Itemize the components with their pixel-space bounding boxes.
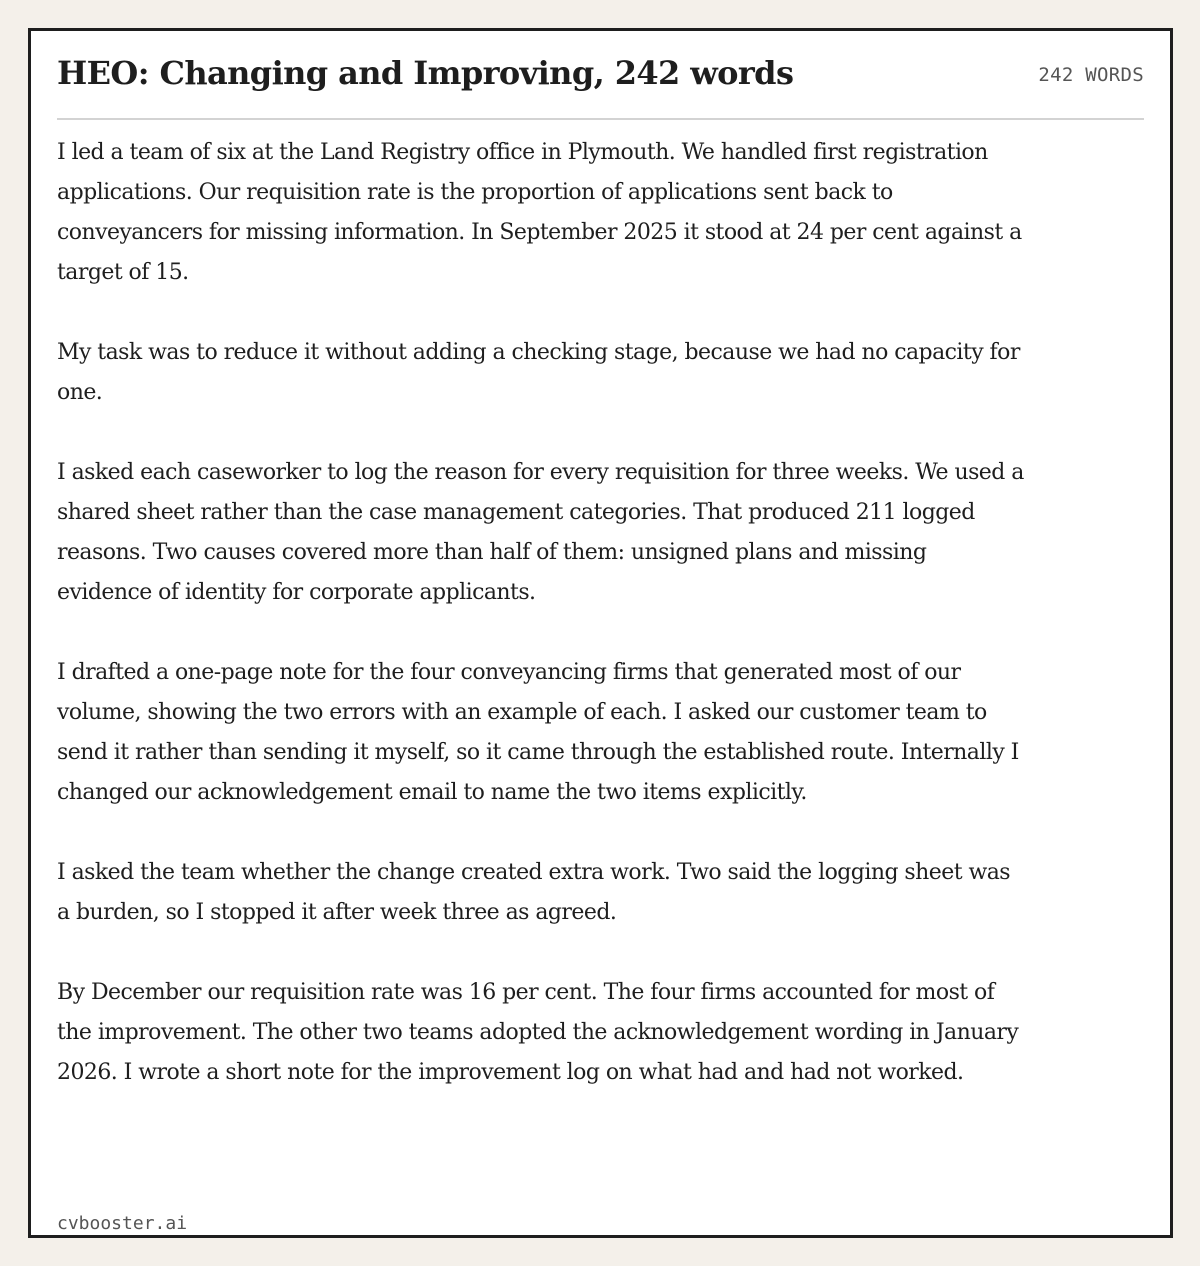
answer-paragraph-analysis: I asked each caseworker to log the reason for every requisition for three weeks. We used a shared sheet rather than the case management categories. That produced 211 logged reasons. Two causes covered more than half of them: unsigned plans and missing evidence of identity for corporate applicants. bbox=[57, 460, 1024, 605]
answer-paragraph-feedback: I asked the team whether the change created extra work. Two said the logging sheet was a burden, so I stopped it after week three as agreed. bbox=[57, 860, 1011, 925]
answer-paragraph-result: By December our requisition rate was 16 per cent. The four firms accounted for most of the improvement. The other two teams adopted the acknowledgement wording in January 2026. I wrote a short note for the improvement log on what had and had not worked. bbox=[57, 980, 1019, 1085]
footer-brand: cvbooster.ai bbox=[57, 1213, 188, 1234]
card-header bbox=[57, 31, 1144, 120]
answer-body bbox=[57, 133, 1027, 1093]
word-count-label: 242 WORDS bbox=[1038, 64, 1144, 86]
answer-paragraph-situation: I led a team of six at the Land Registry office in Plymouth. We handled first registration applications. Our requisition rate is the proportion of applications sent back to conveyancers for missing information. In September 2025 it stood at 24 per cent against a target of 15. bbox=[57, 140, 1022, 285]
answer-title: HEO: Changing and Improving, 242 words bbox=[57, 54, 794, 92]
answer-paragraph-task: My task was to reduce it without adding a checking stage, because we had no capacity for one. bbox=[57, 340, 1020, 405]
answer-paragraph-action: I drafted a one-page note for the four conveyancing firms that generated most of our volume, showing the two errors with an example of each. I asked our customer team to send it rather than sending it myself, so it came through the established route. Internally I changed our acknowledgement email to name the two items explicitly. bbox=[57, 660, 1019, 805]
answer-card bbox=[28, 28, 1173, 1238]
